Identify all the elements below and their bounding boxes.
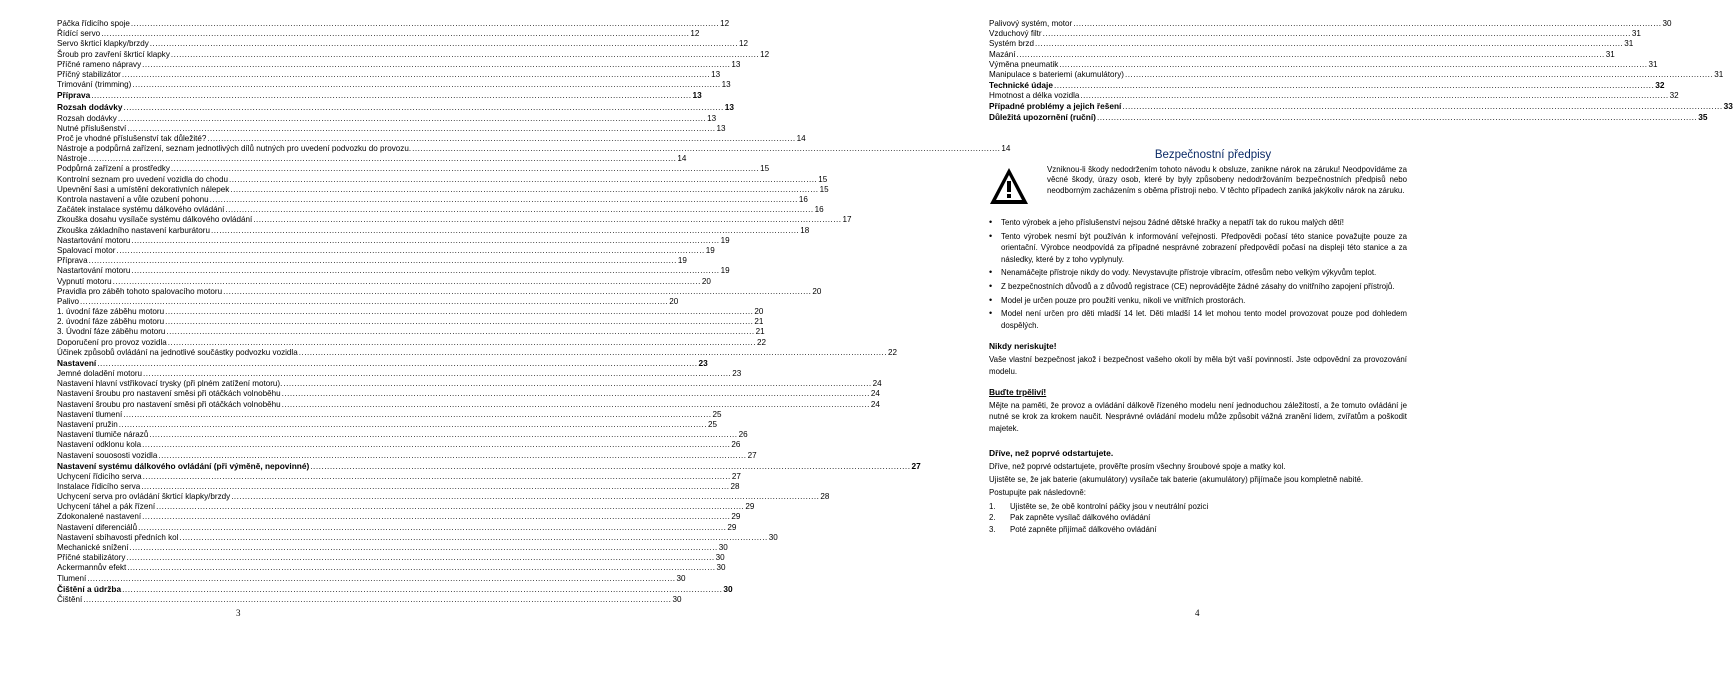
toc-entry[interactable] <box>57 266 730 276</box>
toc-entry[interactable] <box>57 409 722 420</box>
toc-entry[interactable] <box>57 164 770 174</box>
toc-entry-title: Nastavení pružin <box>57 419 118 429</box>
toc-entry-title: Rozsah dodávky <box>57 113 117 123</box>
toc-entry[interactable] <box>57 460 921 472</box>
toc-entry[interactable] <box>57 512 741 522</box>
toc-entry-title: Nastartování motoru <box>57 266 131 276</box>
toc-entry-title: Čištění <box>57 594 83 604</box>
toc-entry-title: Důležitá upozornění (ruční) <box>989 112 1096 123</box>
toc-entry[interactable] <box>57 225 810 236</box>
toc-entry[interactable] <box>57 205 824 215</box>
toc-entry-page: 31 <box>1624 39 1634 49</box>
toc-entry-title: Kontrolní seznam pro uvedení vozidla do chodu <box>57 174 228 184</box>
toc-entry-page: 30 <box>676 573 686 583</box>
safety-title: Bezpečnostní předpisy <box>1154 149 1272 161</box>
toc-entry[interactable] <box>57 379 882 389</box>
toc-entry-page: 30 <box>672 594 682 604</box>
toc-entry[interactable] <box>57 195 808 205</box>
toc-entry-page: 28 <box>730 481 740 491</box>
toc-entry-page: 13 <box>707 113 717 123</box>
toc-entry-page: 15 <box>760 164 770 174</box>
toc-entry-page: 12 <box>720 19 730 28</box>
toc-entry-page: 27 <box>747 450 757 460</box>
startup-step <box>989 512 1407 523</box>
toc-entry[interactable] <box>989 59 1658 70</box>
toc-entry-title: Nastavení tlumiče nárazů <box>57 430 149 440</box>
toc-entry-title: Zkouška základního nastavení karburátoru <box>57 225 210 235</box>
toc-entry[interactable] <box>989 80 1665 91</box>
toc-entry-page: 13 <box>692 90 702 101</box>
toc-entry[interactable] <box>57 430 748 440</box>
toc-entry-title: Nastavení hlavní vstřikovací trysky (při plném zatížení motoru). <box>57 379 283 389</box>
paragraph-be-patient: Mějte na paměti, že provoz a ovládání dálkově řízeného modelu není jednoduchou záležitostí, a že tomuto ovládání je nutné se krok za krokem naučit. Nesprávné ovládání modelu může způsobit vážná zranění lidem, zvířatům a poškodit majetek. <box>989 400 1407 433</box>
toc-entry-page: 30 <box>716 563 726 573</box>
toc-entry[interactable] <box>57 235 730 246</box>
toc-entry-page: 27 <box>731 471 741 481</box>
toc-entry[interactable] <box>57 358 708 369</box>
toc-entry[interactable] <box>57 174 828 185</box>
toc-entry-page: 25 <box>707 419 717 429</box>
toc-entry[interactable] <box>57 80 731 90</box>
toc-entry[interactable] <box>57 184 829 195</box>
toc-entry-page: 14 <box>1001 144 1011 154</box>
toc-entry-title: Pravidla pro záběh tohoto spalovacího motoru <box>57 286 223 296</box>
toc-entry-title: Systém brzd <box>989 39 1034 49</box>
toc-entry-title: Doporučení pro provoz vozidla <box>57 337 167 347</box>
toc-entry-title: Nastavení šroubu pro nastavení směsi při otáčkách volnoběhu <box>57 389 281 399</box>
step-number: 3. <box>989 524 996 534</box>
toc-entry-title: Jemné doladění motoru <box>57 369 143 378</box>
toc-entry-page: 24 <box>870 399 880 409</box>
toc-entry[interactable] <box>57 553 725 563</box>
toc-entry-title: Nastavení souososti vozidla <box>57 450 158 460</box>
toc-entry[interactable] <box>57 502 755 512</box>
paragraph-never-risk: Vaše vlastní bezpečnost jakož i bezpečnost vašeho okolí by měla být vaší povinností. Jste odpovědní za provozování modelu. <box>989 355 1407 376</box>
toc-entry-page: 16 <box>798 195 808 204</box>
step-text: Pak zapněte vysílač dálkového ovládání <box>1010 513 1151 523</box>
toc-entry[interactable] <box>57 492 830 502</box>
toc-entry-title: Palivo <box>57 296 80 306</box>
toc-entry-page: 12 <box>690 29 700 39</box>
toc-entry-page: 14 <box>796 133 806 143</box>
toc-entry-page: 18 <box>800 225 810 235</box>
warning-text: Vzniknou-li škody nedodržením tohoto návodu k obsluze, zanikne nárok na záruku! Neodpovídáme za věcné škody, úrazy osob, které by byly způsobeny nedodržováním bezpečnostních předpisů nebo neodborným zacházením s oběma přístroji nebo. V těchto případech zaniká jakýkoliv nárok na záruku. <box>1047 165 1407 195</box>
toc-entry-title: Uchycení řídicího serva <box>57 471 142 481</box>
toc-entry[interactable] <box>989 69 1724 80</box>
toc-entry[interactable] <box>57 296 679 307</box>
toc-entry[interactable] <box>57 59 741 70</box>
right-page <box>480 0 1733 674</box>
toc-entry-title: Výměna pneumatik <box>989 59 1059 69</box>
toc-entry-page: 24 <box>870 389 880 399</box>
toc-entry[interactable] <box>57 481 740 492</box>
toc-entry[interactable] <box>989 101 1733 112</box>
toc-entry-page: 15 <box>818 174 828 184</box>
toc-entry-title: Nastavení šroubu pro nastavení směsi při otáčkách volnoběhu <box>57 399 281 409</box>
toc-entry-title: Nastavení odklonu kola <box>57 440 142 450</box>
startup-step <box>989 524 1407 535</box>
toc-dot-leader <box>1059 60 1647 70</box>
paragraph-proceed: Postupujte pak následovně: <box>989 488 1086 498</box>
toc-entry-title: Podpůrná zařízení a prostředky <box>57 164 170 174</box>
toc-entry[interactable] <box>57 347 897 358</box>
toc-entry-title: Uchycení táhel a pák řízení <box>57 502 156 512</box>
toc-entry-page: 12 <box>760 49 770 59</box>
toc-entry[interactable] <box>57 543 728 553</box>
toc-entry-page: 20 <box>812 286 822 296</box>
toc-entry[interactable] <box>57 450 757 461</box>
toc-entry[interactable] <box>57 123 726 134</box>
toc-entry-page: 26 <box>738 430 748 440</box>
safety-bullet-item: • Model není určen pro děti mladší 14 let. Děti mladší 14 let mohou tento model provozovat pouze pod dohledem dospělých. <box>989 308 1407 331</box>
toc-dot-leader <box>1122 101 1722 112</box>
toc-entry-title: Příprava <box>57 90 91 101</box>
toc-dot-leader <box>1125 70 1713 80</box>
toc-entry[interactable] <box>57 317 764 327</box>
toc-entry-title: Příčné rameno nápravy <box>57 59 142 69</box>
toc-dot-leader <box>1035 39 1623 49</box>
toc-entry-title: Manipulace s bateriemi (akumulátory) <box>989 69 1124 79</box>
toc-entry-page: 13 <box>721 80 731 90</box>
toc-entry-page: 24 <box>872 379 882 389</box>
toc-dot-leader <box>1043 29 1631 39</box>
toc-entry-page: 31 <box>1605 49 1615 59</box>
toc-entry-page: 21 <box>755 327 765 337</box>
toc-entry-page: 27 <box>911 460 921 471</box>
toc-entry-page: 26 <box>731 440 741 450</box>
toc-entry[interactable] <box>57 532 778 543</box>
toc-entry[interactable] <box>57 522 737 533</box>
toc-entry-page: 31 <box>1714 69 1724 79</box>
toc-entry[interactable] <box>57 245 715 256</box>
toc-entry[interactable] <box>57 49 770 60</box>
safety-bullet-list <box>989 217 1407 331</box>
toc-entry-page: 16 <box>814 205 824 215</box>
toc-entry-page: 33 <box>1723 101 1733 112</box>
toc-entry-title: Spalovací motor <box>57 245 116 255</box>
toc-entry-page: 32 <box>1669 91 1679 101</box>
safety-bullet-item: • Nenamáčejte přístroje nikdy do vody. Nevystavujte přístroje vibracím, otřesům nebo velkým výkyvům teplot. <box>989 267 1407 279</box>
toc-entry[interactable] <box>57 307 764 317</box>
toc-entry-title: Zdokonalené nastavení <box>57 512 142 522</box>
toc-entry-title: Nutné příslušenství <box>57 123 127 133</box>
toc-entry[interactable] <box>57 29 700 39</box>
toc-entry[interactable] <box>57 471 741 482</box>
toc-entry[interactable] <box>57 369 742 379</box>
toc-entry-page: 19 <box>720 235 730 245</box>
toc-entry-title: Kontrola nastavení a vůle ozubení pohonu <box>57 195 209 204</box>
step-text: Ujistěte se, že obě kontrolní páčky jsou v neutrální pozici <box>1010 501 1209 511</box>
toc-dot-leader <box>1080 91 1668 101</box>
toc-entry-page: 20 <box>754 307 764 317</box>
toc-entry-page: 20 <box>701 276 711 286</box>
toc-entry[interactable] <box>57 133 806 144</box>
toc-entry-title: Nastavení systému dálkového ovládání (při výměně, nepovinné) <box>57 460 310 471</box>
toc-entry[interactable] <box>57 113 717 124</box>
toc-entry[interactable] <box>989 39 1634 49</box>
toc-entry-page: 25 <box>712 409 722 419</box>
toc-entry[interactable] <box>57 276 711 287</box>
toc-entry-page: 13 <box>716 123 726 133</box>
toc-entry[interactable] <box>57 399 880 410</box>
toc-entry-page: 28 <box>820 492 830 502</box>
startup-steps-list <box>989 501 1407 535</box>
toc-entry-page: 15 <box>819 184 829 194</box>
toc-entry-title: Nástroje <box>57 154 88 164</box>
toc-entry[interactable] <box>57 154 687 164</box>
toc-dot-leader <box>1073 19 1661 29</box>
toc-entry-title: Nastavení <box>57 358 97 368</box>
toc-entry-page: 19 <box>705 245 715 255</box>
toc-entry-page: 29 <box>727 522 737 532</box>
toc-entry-page: 35 <box>1698 112 1708 123</box>
toc-entry-title: Čištění a údržba <box>57 583 122 594</box>
toc-entry-title: Ackermannův efekt <box>57 563 127 573</box>
toc-entry-title: Případné problémy a jejich řešení <box>989 101 1122 112</box>
safety-bullet-item: • Tento výrobek nesmí být používán k informování veřejnosti. Předpovědi počasí této stanice považujte pouze za orientační. Výrobce neodpovídá za případné nesprávné zobrazení předpovědí počasí na displeji této stanice a za následky, které by z toho vyplynuly. <box>989 231 1407 266</box>
toc-dot-leader <box>1054 80 1654 91</box>
toc-entry-title: Příčný stabilizátor <box>57 69 121 79</box>
toc-entry-page: 31 <box>1648 59 1658 69</box>
toc-entry[interactable] <box>57 215 852 225</box>
warning-triangle-icon <box>989 167 1029 205</box>
toc-entry-page: 21 <box>754 317 764 327</box>
paragraph-check-batteries: Ujistěte se, že jak baterie (akumulátory) vysílače tak baterie (akumulátory) přijímače jsou kompletně nabité. <box>989 475 1364 485</box>
toc-entry[interactable] <box>989 19 1672 29</box>
toc-entry-title: Trimování (trimming) <box>57 80 132 90</box>
toc-entry-title: Účinek způsobů ovládání na jednotlivé součástky podvozku vozidla <box>57 347 298 357</box>
toc-entry-page: 23 <box>732 369 742 378</box>
step-number: 2. <box>989 513 996 523</box>
toc-entry-title: Nastavení sbíhavosti předních kol <box>57 532 179 542</box>
toc-entry-page: 30 <box>718 543 728 552</box>
toc-entry-title: Technické údaje <box>989 80 1053 91</box>
page-number-left: 3 <box>236 608 241 618</box>
toc-entry-title: Šroub pro zavření škrticí klapky <box>57 49 170 59</box>
toc-entry-page: 23 <box>698 358 708 368</box>
toc-entry-title: Proč je vhodné příslušenství tak důležité? <box>57 133 207 143</box>
toc-entry-title: Příprava <box>57 256 88 266</box>
safety-bullet-item: • Model je určen pouze pro použití venku, nikoli ve vnitřních prostorách. <box>989 295 1407 307</box>
toc-entry-page: 31 <box>1631 29 1641 39</box>
safety-section <box>989 150 1407 535</box>
toc-entry-title: Mazání <box>989 49 1016 59</box>
toc-entry-page: 19 <box>720 266 730 276</box>
toc-entry-title: Mechanické snížení <box>57 543 129 552</box>
toc-entry-title: Palivový systém, motor <box>989 19 1073 28</box>
startup-step <box>989 501 1407 512</box>
toc-entry-page: 13 <box>711 69 721 79</box>
toc-entry[interactable] <box>57 144 1011 154</box>
page-number-right: 4 <box>1195 608 1200 618</box>
toc-entry[interactable] <box>57 327 765 337</box>
step-text: Poté zapněte přijímač dálkového ovládání <box>1010 524 1157 534</box>
toc-entry-page: 29 <box>731 512 741 522</box>
toc-entry-title: Nastavení tlumení <box>57 409 123 419</box>
toc-entry-title: Tlumení <box>57 573 87 583</box>
toc-entry[interactable] <box>57 583 733 595</box>
toc-entry-page: 22 <box>757 337 767 347</box>
toc-entry-title: Nástroje a podpůrná zařízení, seznam jednotlivých dílů nutných pro uvedení podvozku do provozu. <box>57 144 412 154</box>
toc-entry[interactable] <box>989 91 1679 101</box>
toc-entry-page: 29 <box>745 502 755 512</box>
toc-entry-title: Rozsah dodávky <box>57 102 123 113</box>
warning-block <box>989 165 1407 205</box>
toc-entry-title: Nastartování motoru <box>57 235 131 245</box>
toc-entry-title: 2. úvodní fáze záběhu motoru <box>57 317 165 327</box>
toc-entry-title: Uchycení serva pro ovládání škrticí klapky/brzdy <box>57 492 231 502</box>
toc-entry[interactable] <box>57 337 767 348</box>
toc-entry[interactable] <box>57 39 749 49</box>
table-of-contents-right <box>989 19 1733 123</box>
toc-entry[interactable] <box>57 563 726 573</box>
toc-entry[interactable] <box>57 19 730 29</box>
toc-entry-page: 22 <box>887 347 897 357</box>
toc-entry-title: 3. Úvodní fáze záběhu motoru <box>57 327 166 337</box>
toc-dot-leader <box>1097 112 1697 123</box>
heading-be-patient: Buďte trpěliví! <box>989 386 1047 397</box>
toc-entry[interactable] <box>57 594 682 605</box>
heading-never-risk: Nikdy neriskujte! <box>989 341 1057 352</box>
toc-entry-title: Začátek instalace systému dálkového ovládání <box>57 205 225 215</box>
toc-entry[interactable] <box>57 440 741 450</box>
toc-entry-title: Řídící servo <box>57 29 101 39</box>
toc-entry[interactable] <box>989 29 1641 39</box>
toc-entry-page: 30 <box>1662 19 1672 28</box>
toc-entry-title: Servo škrticí klapky/brzdy <box>57 39 149 49</box>
toc-entry[interactable] <box>57 419 717 430</box>
toc-entry-title: Vypnutí motoru <box>57 276 112 286</box>
toc-entry-title: Instalace řídicího serva <box>57 481 141 491</box>
toc-entry-title: 1. úvodní fáze záběhu motoru <box>57 307 165 317</box>
step-number: 1. <box>989 501 996 511</box>
toc-entry[interactable] <box>989 112 1708 123</box>
toc-entry-page: 30 <box>723 583 733 594</box>
toc-entry[interactable] <box>57 101 735 113</box>
toc-entry-page: 13 <box>724 102 735 113</box>
toc-entry[interactable] <box>57 389 880 399</box>
toc-entry[interactable] <box>57 286 822 297</box>
toc-entry-page: 30 <box>768 532 778 542</box>
toc-entry-title: Upevnění šasi a umístění dekorativních nálepek <box>57 184 230 194</box>
toc-entry-page: 14 <box>677 154 687 164</box>
toc-entry[interactable] <box>57 90 702 101</box>
toc-entry[interactable] <box>57 573 686 584</box>
toc-entry-page: 17 <box>842 215 852 225</box>
toc-entry-page: 13 <box>731 59 741 69</box>
safety-bullet-item: • Tento výrobek a jeho příslušenství nejsou žádné dětské hračky a nepatří tak do rukou malých dětí! <box>989 217 1407 229</box>
toc-entry-page: 30 <box>715 553 725 563</box>
toc-entry-page: 32 <box>1655 80 1665 91</box>
toc-entry[interactable] <box>57 69 721 80</box>
toc-entry-page: 19 <box>677 256 687 266</box>
toc-entry[interactable] <box>989 49 1615 60</box>
toc-entry-title: Zkouška dosahu vysílače systému dálkového ovládání <box>57 215 253 225</box>
toc-entry-title: Vzduchový filtr <box>989 29 1042 39</box>
toc-entry-title: Příčné stabilizátory <box>57 553 126 563</box>
toc-entry[interactable] <box>57 256 687 266</box>
heading-before-first-start: Dříve, než poprvé odstartujete. <box>989 447 1114 458</box>
toc-entry-title: Nastavení diferenciálů <box>57 522 138 532</box>
safety-bullet-item: • Z bezpečnostních důvodů a z důvodů registrace (CE) neprovádějte žádné zásahy do vnitřního zapojení přístrojů. <box>989 281 1407 293</box>
toc-dot-leader <box>1017 50 1605 60</box>
paragraph-check-screws: Dříve, než poprvé odstartujete, prověřte prosím všechny šroubové spoje a matky kol. <box>989 461 1286 471</box>
toc-entry-page: 20 <box>669 296 679 306</box>
toc-entry-title: Páčka řídicího spoje <box>57 19 130 28</box>
toc-entry-page: 12 <box>739 39 749 49</box>
toc-entry-title: Hmotnost a délka vozidla <box>989 91 1080 101</box>
